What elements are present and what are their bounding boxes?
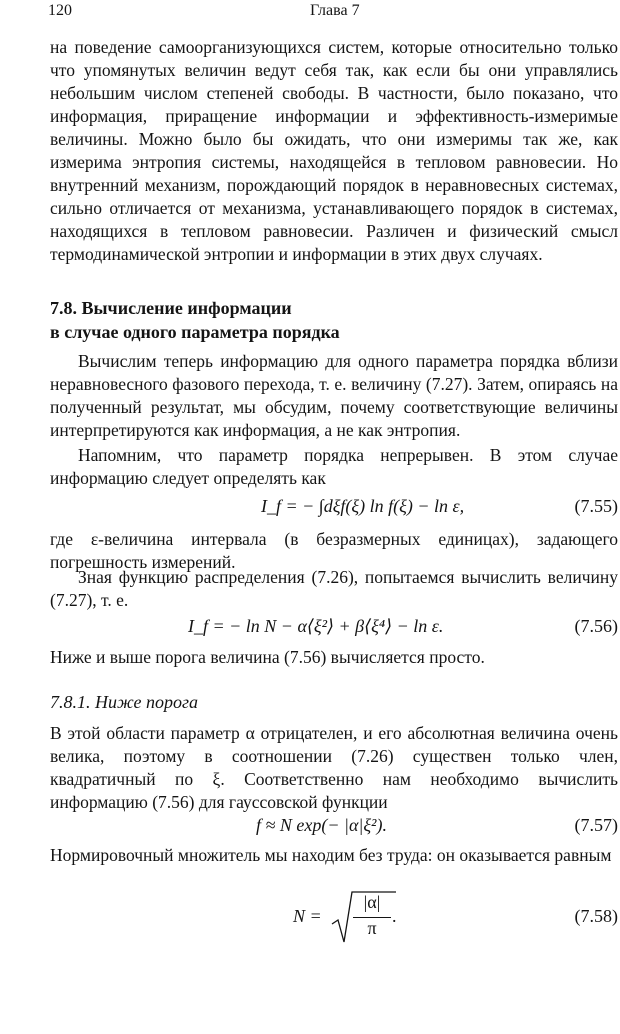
page-header (48, 2, 596, 26)
intro-paragraph: на поведение самоорганизующихся систем, которые относительно только что упомянутых величин ведут себя так, как если бы они управлялись небольшим числом степеней свободы. В частности, было показано, что информация, приращение информации и эффективность-измеримые величины. Можно было бы ожидать, что они измеримы так же, как измерима энтропия системы, находящейся в тепловом равновесии. Но внутренний механизм, порождающий порядок в неравновесных системах, сильно отличается от механизма, устанавливающего порядок в системах, находящихся в тепловом равновесии. Различен и физический смысл термодинамической энтропии и информации в этих двух случаях. (50, 37, 618, 264)
equation-7-58-numerator: |α| (363, 892, 381, 912)
page-number: 120 (48, 2, 72, 19)
section-paragraph-5: Ниже и выше порога величина (7.56) вычисляется просто. (50, 647, 485, 667)
section-paragraph-3: где ε-величина интервала (в безразмерных единицах), задающего погрешность измерений. (50, 529, 618, 572)
section-paragraph-4: Зная функцию распределения (7.26), попытаемся вычислить величину (7.27), т. е. (50, 567, 618, 610)
equation-7-56-formula: I_f = − ln N − α⟨ξ²⟩ + β⟨ξ⁴⟩ − ln ε. (188, 616, 444, 636)
equation-7-57 (50, 810, 618, 840)
equation-7-56-number: (7.56) (574, 616, 618, 636)
equation-7-57-formula: f ≈ N exp(− |α|ξ²). (256, 815, 387, 835)
section-paragraph-1: Вычислим теперь информацию для одного параметра порядка вблизи неравновесного фазового перехода, т. е. величину (7.27). Затем, опираясь на полученный результат, мы обсудим, почему соответствующие величины интерпретируются как информация, а не как энтропия. (50, 351, 618, 440)
subsection-paragraph-1: В этой области параметр α отрицателен, и его абсолютная величина очень велика, поэтому в соотношении (7.26) существен только член, квадратичный по ξ. Соответственно нам необходимо вычислить информацию (7.56) для гауссовской функции (50, 723, 618, 812)
equation-7-55-number: (7.55) (574, 496, 618, 516)
equation-7-58-denominator: π (367, 918, 377, 938)
subsection-title: 7.8.1. Ниже порога (50, 692, 199, 712)
section-paragraph-2: Напомним, что параметр порядка непрерывен. В этом случае информацию следует определять как (50, 445, 618, 488)
equation-7-58-lhs: N = (293, 906, 322, 926)
equation-7-57-number: (7.57) (574, 815, 618, 835)
section-title-line2: в случае одного параметра порядка (50, 322, 340, 342)
equation-7-55 (50, 491, 618, 521)
subsection-paragraph-2: Нормировочный множитель мы находим без труда: он оказывается равным (50, 845, 612, 865)
equation-7-58-number: (7.58) (574, 906, 618, 926)
equation-7-56 (50, 611, 618, 641)
equation-7-58 (50, 890, 618, 950)
running-chapter-title: Глава 7 (310, 2, 360, 19)
section-title-line1: 7.8. Вычисление информации (50, 298, 292, 318)
equation-7-55-formula: I_f = − ∫dξf(ξ) ln f(ξ) − ln ε, (261, 496, 465, 516)
equation-7-58-period: . (392, 906, 397, 926)
